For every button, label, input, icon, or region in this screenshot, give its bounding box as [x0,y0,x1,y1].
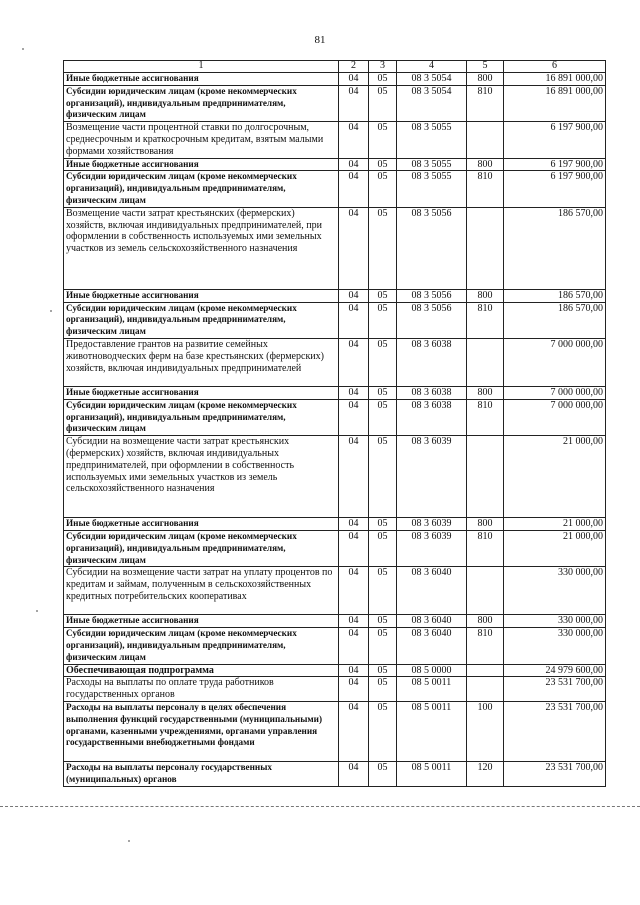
scan-artifact-line [0,806,640,807]
row-target-code: 08 3 6038 [397,399,467,435]
row-name: Расходы на выплаты по оплате труда работников государственных органов [64,677,339,702]
column-header: 1 [64,61,339,73]
row-section: 04 [339,73,369,86]
row-expense-type: 800 [467,289,504,302]
scan-speck [128,840,130,842]
row-section: 04 [339,664,369,677]
row-target-code: 08 3 6039 [397,530,467,566]
row-subsection: 05 [369,664,397,677]
row-subsection: 05 [369,302,397,338]
row-amount: 186 570,00 [504,289,606,302]
table-row [64,122,606,158]
row-name: Субсидии юридическим лицам (кроме некоммерческих организаций), индивидуальным предпринимателям, физическим лицам [64,399,339,435]
row-amount: 21 000,00 [504,530,606,566]
row-amount: 23 531 700,00 [504,701,606,761]
row-name: Иные бюджетные ассигнования [64,386,339,399]
row-amount: 23 531 700,00 [504,761,606,786]
row-name: Обеспечивающая подпрограмма [64,664,339,677]
row-expense-type: 800 [467,158,504,171]
row-name: Иные бюджетные ассигнования [64,518,339,531]
row-expense-type: 800 [467,386,504,399]
row-section: 04 [339,530,369,566]
row-amount: 7 000 000,00 [504,386,606,399]
row-target-code: 08 5 0011 [397,677,467,702]
row-subsection: 05 [369,530,397,566]
row-expense-type: 120 [467,761,504,786]
column-header: 3 [369,61,397,73]
row-target-code: 08 3 5054 [397,85,467,121]
row-section: 04 [339,567,369,615]
row-amount: 16 891 000,00 [504,73,606,86]
row-subsection: 05 [369,386,397,399]
scan-speck [50,310,52,312]
table-row [64,530,606,566]
row-target-code: 08 3 5056 [397,207,467,289]
row-section: 04 [339,85,369,121]
table-row [64,436,606,518]
row-expense-type [467,207,504,289]
row-subsection: 05 [369,122,397,158]
row-expense-type [467,677,504,702]
row-expense-type [467,122,504,158]
row-name: Субсидии юридическим лицам (кроме некоммерческих организаций), индивидуальным предпринимателям, физическим лицам [64,85,339,121]
table-row [64,158,606,171]
row-amount: 6 197 900,00 [504,171,606,207]
page-number: 81 [314,34,326,46]
row-amount: 16 891 000,00 [504,85,606,121]
row-section: 04 [339,302,369,338]
row-amount: 24 979 600,00 [504,664,606,677]
row-target-code: 08 3 5056 [397,289,467,302]
row-name: Субсидии юридическим лицам (кроме некоммерческих организаций), индивидуальным предпринимателям, физическим лицам [64,302,339,338]
row-name: Субсидии юридическим лицам (кроме некоммерческих организаций), индивидуальным предпринимателям, физическим лицам [64,530,339,566]
row-expense-type: 800 [467,615,504,628]
row-name: Возмещение части процентной ставки по долгосрочным, среднесрочным и краткосрочным кредитам, взятым малыми формами хозяйствования [64,122,339,158]
budget-table [63,60,606,787]
row-expense-type [467,567,504,615]
row-amount: 330 000,00 [504,615,606,628]
table-header-row [64,61,606,73]
row-section: 04 [339,338,369,386]
row-amount: 330 000,00 [504,567,606,615]
row-section: 04 [339,615,369,628]
row-expense-type [467,338,504,386]
row-section: 04 [339,436,369,518]
table-row [64,338,606,386]
column-header: 5 [467,61,504,73]
table-row [64,761,606,786]
row-subsection: 05 [369,289,397,302]
row-amount: 186 570,00 [504,207,606,289]
row-subsection: 05 [369,73,397,86]
table-row [64,85,606,121]
table-row [64,289,606,302]
row-section: 04 [339,171,369,207]
row-subsection: 05 [369,85,397,121]
table-row [64,567,606,615]
table-row [64,386,606,399]
row-target-code: 08 3 6039 [397,436,467,518]
row-target-code: 08 5 0011 [397,761,467,786]
row-name: Субсидии юридическим лицам (кроме некоммерческих организаций), индивидуальным предпринимателям, физическим лицам [64,171,339,207]
row-subsection: 05 [369,761,397,786]
row-subsection: 05 [369,701,397,761]
row-target-code: 08 3 5055 [397,158,467,171]
row-name: Расходы на выплаты персоналу государственных (муниципальных) органов [64,761,339,786]
table-row [64,302,606,338]
table-row [64,207,606,289]
table-row [64,73,606,86]
row-name: Субсидии юридическим лицам (кроме некоммерческих организаций), индивидуальным предпринимателям, физическим лицам [64,628,339,664]
row-target-code: 08 5 0011 [397,701,467,761]
column-header: 4 [397,61,467,73]
row-section: 04 [339,399,369,435]
row-amount: 6 197 900,00 [504,122,606,158]
row-section: 04 [339,158,369,171]
row-expense-type: 100 [467,701,504,761]
row-name: Иные бюджетные ассигнования [64,289,339,302]
row-expense-type: 810 [467,171,504,207]
row-target-code: 08 3 6040 [397,615,467,628]
row-target-code: 08 3 6038 [397,338,467,386]
row-expense-type: 810 [467,530,504,566]
row-subsection: 05 [369,677,397,702]
row-name: Иные бюджетные ассигнования [64,73,339,86]
row-subsection: 05 [369,628,397,664]
row-name: Иные бюджетные ассигнования [64,158,339,171]
row-section: 04 [339,628,369,664]
table-row [64,171,606,207]
row-expense-type: 810 [467,628,504,664]
row-section: 04 [339,386,369,399]
row-target-code: 08 3 6038 [397,386,467,399]
row-name: Субсидии на возмещение части затрат крестьянских (фермерских) хозяйств, включая индивидуальных предпринимателей, при оформлении в собственность используемых ими земельных участков из земель сельскохозяйственного назначения [64,436,339,518]
row-subsection: 05 [369,436,397,518]
row-target-code: 08 3 5055 [397,171,467,207]
scan-speck [36,610,38,612]
row-amount: 6 197 900,00 [504,158,606,171]
row-amount: 7 000 000,00 [504,338,606,386]
row-target-code: 08 3 6039 [397,518,467,531]
row-target-code: 08 5 0000 [397,664,467,677]
row-expense-type: 800 [467,518,504,531]
row-amount: 7 000 000,00 [504,399,606,435]
row-target-code: 08 3 6040 [397,567,467,615]
row-expense-type: 810 [467,85,504,121]
row-section: 04 [339,761,369,786]
row-target-code: 08 3 6040 [397,628,467,664]
row-section: 04 [339,122,369,158]
row-subsection: 05 [369,567,397,615]
row-name: Предоставление грантов на развитие семейных животноводческих ферм на базе крестьянских (фермерских) хозяйств, включая индивидуальных предпринимателей [64,338,339,386]
row-expense-type: 810 [467,399,504,435]
row-name: Иные бюджетные ассигнования [64,615,339,628]
table-row [64,518,606,531]
row-subsection: 05 [369,399,397,435]
row-name: Субсидии на возмещение части затрат на уплату процентов по кредитам и займам, полученным в сельскохозяйственных кредитных потребительских кооперативах [64,567,339,615]
row-expense-type [467,436,504,518]
table-row [64,664,606,677]
column-header: 2 [339,61,369,73]
row-target-code: 08 3 5055 [397,122,467,158]
row-subsection: 05 [369,207,397,289]
row-amount: 23 531 700,00 [504,677,606,702]
row-subsection: 05 [369,338,397,386]
row-section: 04 [339,207,369,289]
row-subsection: 05 [369,158,397,171]
row-subsection: 05 [369,171,397,207]
row-section: 04 [339,677,369,702]
row-subsection: 05 [369,615,397,628]
row-expense-type [467,664,504,677]
table-row [64,399,606,435]
column-header: 6 [504,61,606,73]
row-expense-type: 800 [467,73,504,86]
row-section: 04 [339,518,369,531]
table-row [64,628,606,664]
row-name: Расходы на выплаты персоналу в целях обеспечения выполнения функций государственными (муниципальными) органами, казенными учреждениями, органами управления государственными внебюджетными фондами [64,701,339,761]
scan-speck [22,48,24,50]
table-row [64,615,606,628]
row-amount: 21 000,00 [504,518,606,531]
row-section: 04 [339,289,369,302]
row-target-code: 08 3 5056 [397,302,467,338]
table-row [64,677,606,702]
row-expense-type: 810 [467,302,504,338]
row-amount: 330 000,00 [504,628,606,664]
row-section: 04 [339,701,369,761]
table-row [64,701,606,761]
row-amount: 186 570,00 [504,302,606,338]
row-target-code: 08 3 5054 [397,73,467,86]
row-name: Возмещение части затрат крестьянских (фермерских) хозяйств, включая индивидуальных предпринимателей, при оформлении в собственность используемых ими земельных участков из земель сельскохозяйственного назначения [64,207,339,289]
row-amount: 21 000,00 [504,436,606,518]
row-subsection: 05 [369,518,397,531]
